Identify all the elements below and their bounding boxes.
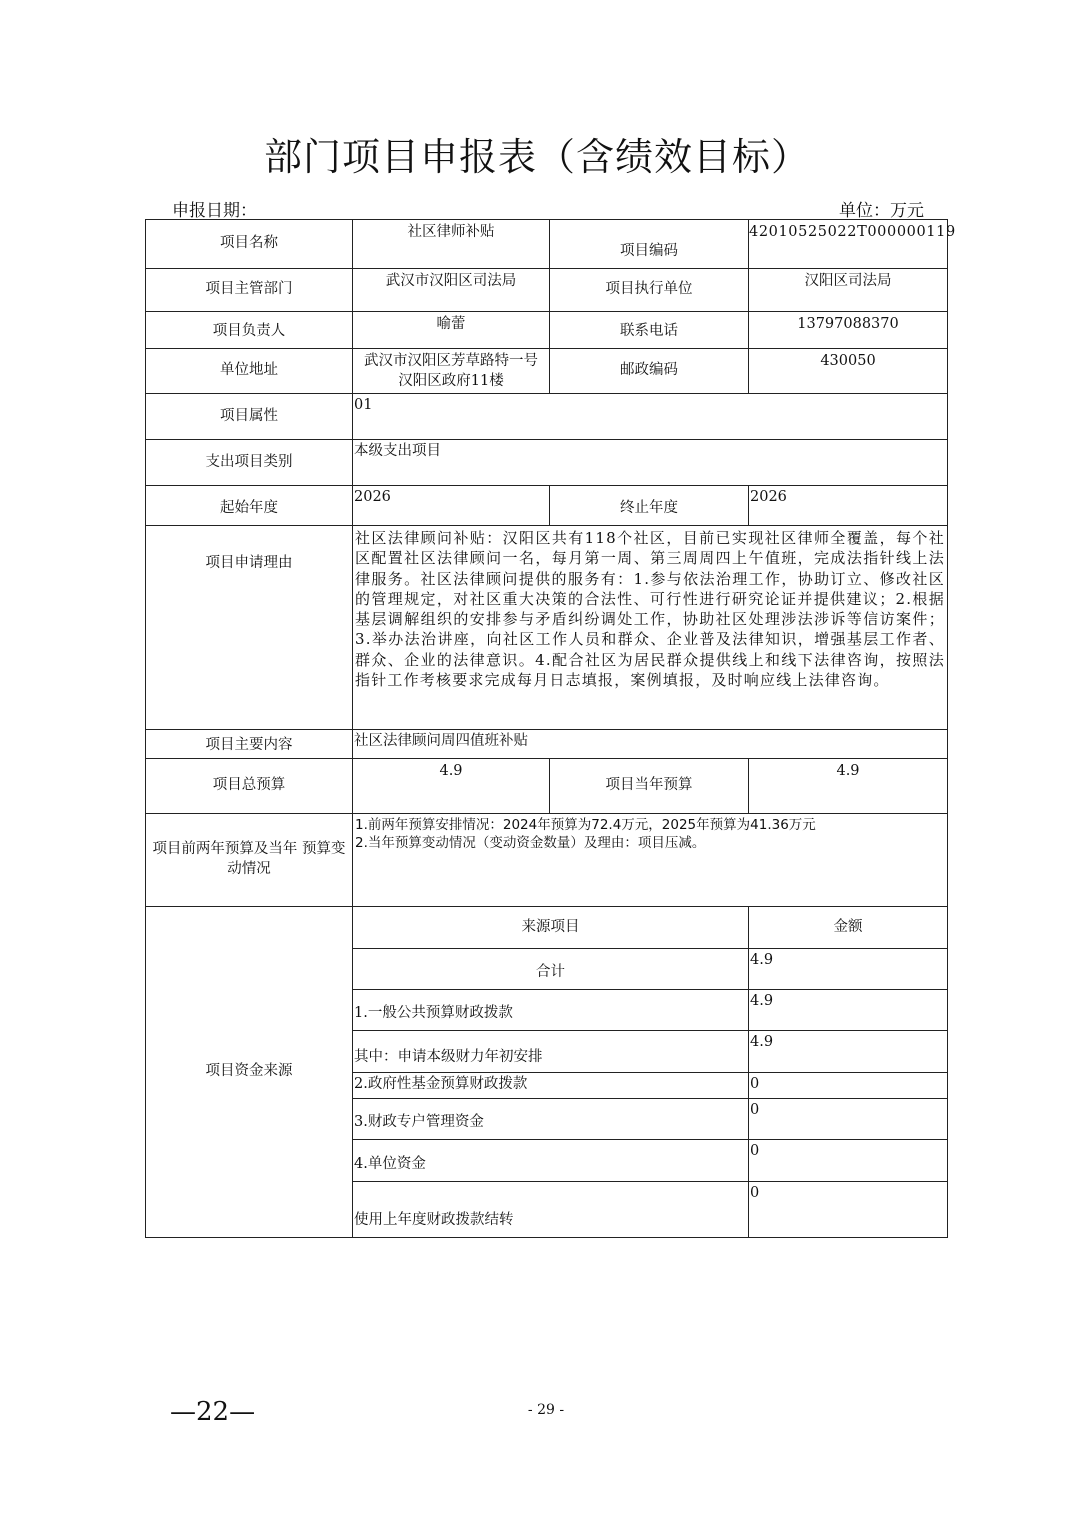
executing-unit-label: 项目执行单位 — [550, 269, 749, 312]
table-row — [146, 220, 948, 269]
table-row — [146, 312, 948, 349]
budget-change-line2: 2.当年预算变动情况（变动资金数量）及理由：项目压减。 — [355, 835, 706, 852]
address-line1: 武汉市汉阳区芳草路特一号 — [364, 353, 538, 369]
funding-source: 2.政府性基金预算财政拨款 — [353, 1073, 749, 1099]
start-year-value: 2026 — [353, 486, 550, 526]
main-content-value: 社区法律顾问周四值班补贴 — [353, 730, 948, 759]
funding-amount: 4.9 — [749, 990, 948, 1031]
supervising-dept-value: 武汉市汉阳区司法局 — [353, 269, 550, 312]
funding-source: 4.单位资金 — [353, 1140, 749, 1182]
phone-label: 联系电话 — [550, 312, 749, 349]
funding-header-source: 来源项目 — [353, 907, 749, 949]
current-budget-value: 4.9 — [749, 759, 948, 814]
budget-change-line1: 1.前两年预算安排情况：2024年预算为72.4万元，2025年预算为41.36万元 — [355, 817, 816, 833]
funding-source: 1.一般公共预算财政拨款 — [353, 990, 749, 1031]
funding-amount: 0 — [749, 1182, 948, 1238]
page-title: 部门项目申报表（含绩效目标） — [263, 135, 810, 179]
table-row — [146, 526, 948, 730]
project-name-value: 社区律师补贴 — [353, 220, 550, 269]
project-code-label: 项目编码 — [550, 220, 749, 269]
page-number-left: —22— — [170, 1397, 256, 1427]
table-row — [146, 759, 948, 814]
table-row — [146, 730, 948, 759]
budget-change-label: 项目前两年预算及当年 预算变动情况 — [146, 814, 353, 907]
project-code-value: 42010525022T000000119 — [749, 220, 948, 269]
funding-source: 合计 — [353, 949, 749, 990]
postcode-label: 邮政编码 — [550, 349, 749, 394]
reason-label: 项目申请理由 — [146, 526, 353, 730]
attribute-label: 项目属性 — [146, 394, 353, 440]
table-row — [146, 907, 948, 949]
attribute-value: 01 — [353, 394, 948, 440]
address-value — [353, 349, 550, 394]
executing-unit-value: 汉阳区司法局 — [749, 269, 948, 312]
page-number-center: - 29 - — [527, 1402, 565, 1418]
table-row — [146, 440, 948, 486]
address-line2: 汉阳区政府11楼 — [398, 372, 504, 389]
table-row — [146, 814, 948, 907]
funding-source: 3.财政专户管理资金 — [353, 1099, 749, 1140]
phone-value: 13797088370 — [749, 312, 948, 349]
postcode-value: 430050 — [749, 349, 948, 394]
reason-value: 社区法律顾问补贴：汉阳区共有118个社区，目前已实现社区律师全覆盖，每个社区配置社区法律顾问一名，每月第一周、第三周周四上午值班，完成法指针线上法律服务。社区法律顾问提供的服务有：1.参与依法治理工作，协助订立、修改社区的管理规定，对社区重大决策的合法性、可行性进行研究论证并提供建议；2.根据基层调解组织的安排参与矛盾纠纷调处工作，协助社区处理涉法涉诉等信访案件；3.举办法治讲座，向社区工作人员和群众、企业普及法律知识，增强基层工作者、群众、企业的法律意识。4.配合社区为居民群众提供线上和线下法律咨询，按照法指针工作考核要求完成每月日志填报，案例填报，及时响应线上法律咨询。 — [353, 526, 948, 730]
current-budget-label: 项目当年预算 — [550, 759, 749, 814]
funding-amount: 0 — [749, 1099, 948, 1140]
funding-header-amount: 金额 — [749, 907, 948, 949]
funding-source: 使用上年度财政拨款结转 — [353, 1182, 749, 1238]
funding-amount: 4.9 — [749, 1031, 948, 1073]
start-year-label: 起始年度 — [146, 486, 353, 526]
end-year-value: 2026 — [749, 486, 948, 526]
expense-category-label: 支出项目类别 — [146, 440, 353, 486]
budget-change-value — [353, 814, 948, 907]
project-name-label: 项目名称 — [146, 220, 353, 269]
person-in-charge-label: 项目负责人 — [146, 312, 353, 349]
funding-amount: 4.9 — [749, 949, 948, 990]
funding-label: 项目资金来源 — [146, 907, 353, 1238]
funding-source: 其中：申请本级财力年初安排 — [353, 1031, 749, 1073]
declaration-date-label: 申报日期： — [172, 201, 257, 221]
table-row — [146, 349, 948, 394]
funding-amount: 0 — [749, 1140, 948, 1182]
table-row — [146, 269, 948, 312]
supervising-dept-label: 项目主管部门 — [146, 269, 353, 312]
project-form-table — [145, 219, 956, 1238]
table-row — [146, 394, 948, 440]
address-label: 单位地址 — [146, 349, 353, 394]
total-budget-value: 4.9 — [353, 759, 550, 814]
unit-label: 单位：万元 — [839, 201, 924, 221]
total-budget-label: 项目总预算 — [146, 759, 353, 814]
main-content-label: 项目主要内容 — [146, 730, 353, 759]
end-year-label: 终止年度 — [550, 486, 749, 526]
expense-category-value: 本级支出项目 — [353, 440, 948, 486]
table-row — [146, 486, 948, 526]
funding-amount: 0 — [749, 1073, 948, 1099]
person-in-charge-value: 喻蕾 — [353, 312, 550, 349]
